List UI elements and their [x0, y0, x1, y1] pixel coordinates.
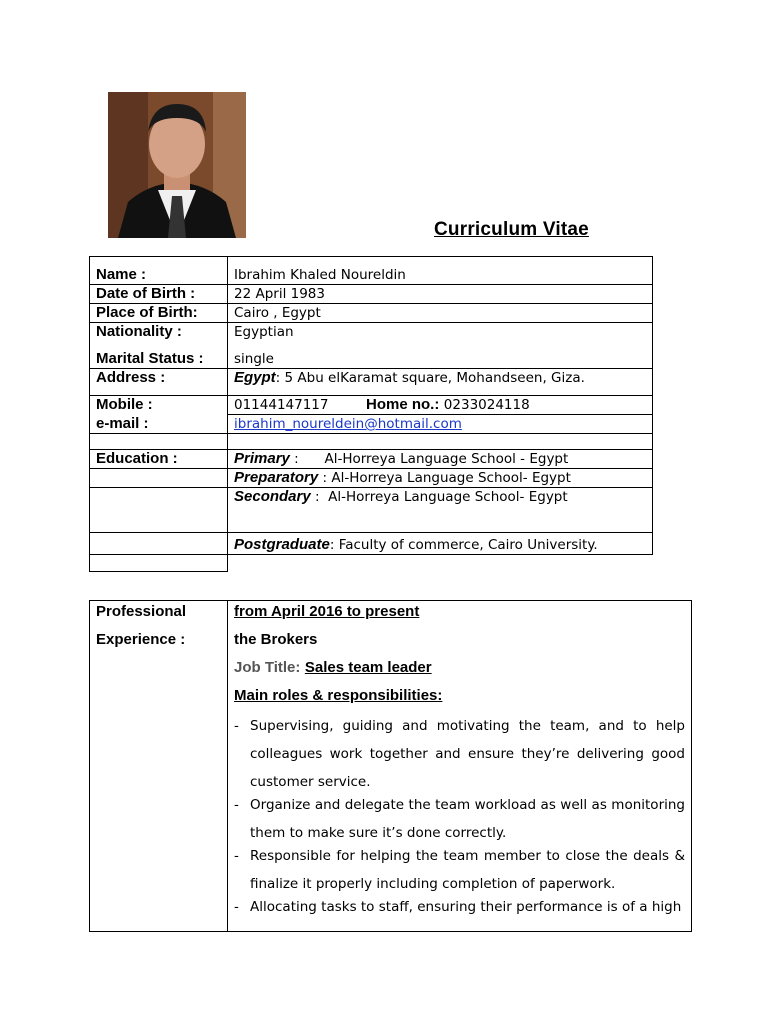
experience-period: from April 2016 to present — [234, 603, 420, 620]
list-item: - Organize and delegate the team workload as well as monitoring them to make sure it’s done correctly. — [234, 791, 685, 847]
job-title-value: Sales team leader — [304, 659, 432, 676]
nationality-label: Nationality : — [96, 323, 182, 340]
table-row — [90, 285, 653, 304]
secondary-label: Secondary — [234, 488, 311, 505]
home-label: Home no.: — [366, 396, 440, 413]
table-row — [90, 434, 653, 450]
experience-label-line2: Experience : — [96, 631, 186, 648]
nationality-value: Egyptian — [234, 324, 294, 340]
personal-info-table — [89, 256, 653, 572]
document-title: Curriculum Vitae — [434, 219, 589, 240]
profile-photo — [108, 92, 246, 238]
marital-status-label: Marital Status : — [96, 350, 204, 367]
mobile-value: 01144147117 — [234, 397, 329, 413]
name-label: Name : — [96, 266, 147, 283]
preparatory-value: : Al-Horreya Language School- Egypt — [318, 470, 571, 486]
dob-value: 22 April 1983 — [234, 286, 325, 302]
pob-value: Cairo , Egypt — [234, 305, 321, 321]
email-link[interactable]: ibrahim_noureldein@hotmail.com — [234, 416, 462, 432]
table-row — [90, 396, 653, 415]
table-row — [90, 488, 653, 533]
table-row — [90, 415, 653, 434]
responsibilities-list — [234, 712, 691, 921]
experience-table — [89, 600, 692, 932]
email-label: e-mail : — [96, 414, 149, 432]
preparatory-label: Preparatory — [234, 469, 319, 486]
list-item: - Responsible for helping the team member to close the deals & finalize it properly including completion of paperwork. — [234, 842, 685, 898]
address-label: Address : — [96, 369, 166, 386]
table-row — [90, 469, 653, 488]
primary-value: : Al-Horreya Language School - Egypt — [289, 451, 569, 467]
marital-status-value: single — [234, 351, 274, 367]
address-value: : 5 Abu elKaramat square, Mohandseen, Giza. — [275, 370, 585, 386]
roles-heading: Main roles & responsibilities: — [234, 687, 443, 704]
address-country: Egypt — [234, 369, 276, 386]
dob-label: Date of Birth : — [96, 285, 196, 302]
name-value: Ibrahim Khaled Noureldin — [234, 267, 406, 283]
table-row — [90, 304, 653, 323]
postgraduate-label: Postgraduate — [234, 536, 330, 553]
secondary-value: : Al-Horreya Language School- Egypt — [310, 489, 568, 505]
table-row — [90, 369, 653, 396]
experience-label-line1: Professional — [96, 603, 187, 620]
education-label: Education : — [96, 450, 178, 467]
list-item: - Supervising, guiding and motivating the team, and to help colleagues work together and ensure they’re delivering good customer service. — [234, 712, 685, 796]
table-row — [90, 323, 653, 369]
postgraduate-value: : Faculty of commerce, Cairo University. — [329, 537, 598, 553]
primary-label: Primary — [234, 450, 290, 467]
table-row — [90, 601, 692, 932]
pob-label: Place of Birth: — [96, 304, 198, 321]
company-name: the Brokers — [234, 631, 318, 648]
mobile-label: Mobile : — [96, 396, 153, 413]
list-item: - Allocating tasks to staff, ensuring their performance is of a high — [234, 893, 685, 921]
table-row — [90, 533, 653, 555]
job-title-label: Job Title: — [234, 659, 301, 676]
table-row — [90, 257, 653, 285]
table-row — [90, 555, 653, 572]
table-row — [90, 450, 653, 469]
home-value: 0233024118 — [443, 397, 530, 413]
